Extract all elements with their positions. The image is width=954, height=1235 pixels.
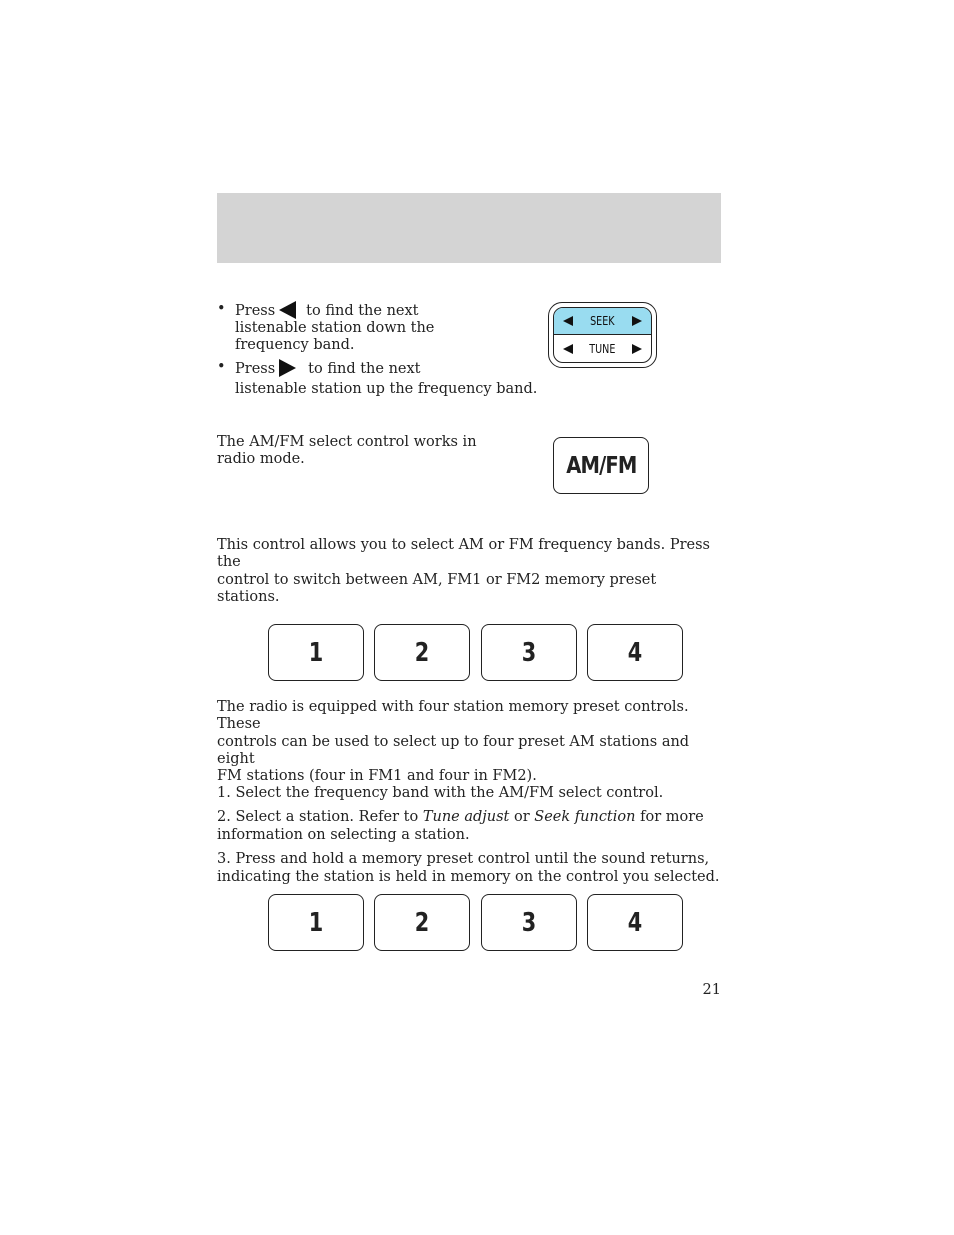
bullet-body <box>235 301 525 354</box>
bullet-text: listenable station up the frequency band. <box>235 381 538 397</box>
amfm-mode-text <box>217 434 517 468</box>
tune-label: TUNE <box>589 341 616 356</box>
amfm-button-illustration <box>553 437 649 494</box>
text-line: 1. Select the frequency band with the AM/FM select control. <box>217 785 664 801</box>
text-line: 3. Press and hold a memory preset control until the sound returns, <box>217 851 710 867</box>
seek-right-arrow-icon <box>632 316 642 326</box>
step-2 <box>217 809 721 844</box>
page-number: 21 <box>702 982 721 998</box>
text-line: information on selecting a station. <box>217 827 470 843</box>
bullet-seek-up <box>217 359 537 399</box>
amfm-description <box>217 537 721 606</box>
preset-key-4 <box>587 894 683 951</box>
tune-left-arrow-icon <box>563 344 573 354</box>
tune-right-arrow-icon <box>632 344 642 354</box>
tune-row <box>554 335 651 362</box>
step-3 <box>217 851 721 886</box>
preset-key-1 <box>268 894 364 951</box>
text-line: radio mode. <box>217 451 305 467</box>
bullet-seek-down <box>217 301 517 356</box>
bullet-text: to find the next <box>306 303 419 319</box>
right-triangle-icon <box>279 359 296 377</box>
amfm-button-label: AM/FM <box>565 452 637 479</box>
bullet-dot: • <box>217 359 226 375</box>
bullet-body <box>235 359 545 398</box>
text-line: The radio is equipped with four station memory preset controls. These <box>217 699 689 732</box>
text-run: 2. Select a station. Refer to <box>217 809 423 825</box>
preset-label: 3 <box>521 907 537 938</box>
preset-description <box>217 699 721 785</box>
press-word: Press <box>235 361 276 377</box>
preset-label: 1 <box>308 637 324 668</box>
seek-tune-inner <box>553 307 652 363</box>
preset-label: 2 <box>414 907 430 938</box>
left-triangle-icon <box>279 301 296 319</box>
bullet-text: listenable station down the <box>235 320 435 336</box>
text-line: indicating the station is held in memory on the control you selected. <box>217 869 720 885</box>
seek-left-arrow-icon <box>563 316 573 326</box>
preset-key-1 <box>268 624 364 681</box>
seek-tune-control <box>548 302 657 368</box>
preset-label: 4 <box>627 907 643 938</box>
preset-label: 2 <box>414 637 430 668</box>
text-line: This control allows you to select AM or FM frequency bands. Press the <box>217 537 710 570</box>
bullet-dot: • <box>217 301 226 317</box>
text-line: FM stations (four in FM1 and four in FM2). <box>217 768 537 784</box>
preset-label: 3 <box>521 637 537 668</box>
press-word: Press <box>235 303 276 319</box>
preset-label: 1 <box>308 907 324 938</box>
text-line: control to switch between AM, FM1 or FM2 memory preset stations. <box>217 572 657 605</box>
bullet-text: frequency band. <box>235 337 355 353</box>
tune-adjust-ref: Tune adjust <box>422 809 510 825</box>
text-line: The AM/FM select control works in <box>217 434 477 450</box>
preset-key-2 <box>374 624 470 681</box>
seek-label: SEEK <box>590 314 615 328</box>
preset-key-4 <box>587 624 683 681</box>
step-1 <box>217 785 721 802</box>
header-band <box>217 193 721 263</box>
seek-function-ref: Seek function <box>534 809 636 825</box>
preset-label: 4 <box>627 637 643 668</box>
preset-key-2 <box>374 894 470 951</box>
preset-key-3 <box>481 624 577 681</box>
text-run: for more <box>635 809 704 825</box>
bullet-text: to find the next <box>308 361 421 377</box>
text-line: controls can be used to select up to four preset AM stations and eight <box>217 734 690 767</box>
text-run: or <box>509 809 535 825</box>
seek-row <box>554 308 651 335</box>
preset-key-3 <box>481 894 577 951</box>
